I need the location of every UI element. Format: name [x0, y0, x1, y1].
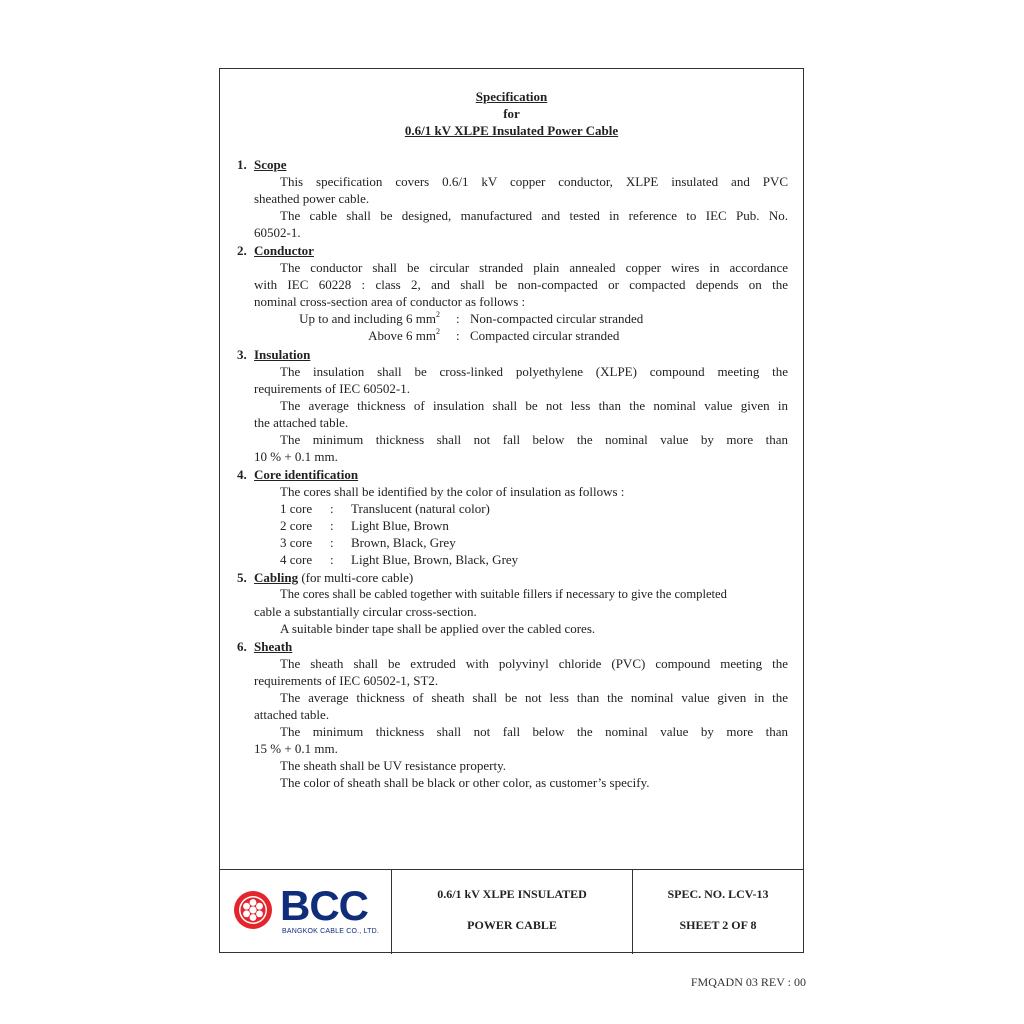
- core-row-3-colon: :: [330, 535, 334, 550]
- conductor-row-1-value: Non-compacted circular stranded: [470, 311, 644, 326]
- section-1-line-2: sheathed power cable.: [254, 191, 370, 206]
- section-6-number: 6.: [237, 639, 247, 654]
- product-name-line-1: 0.6/1 kV XLPE INSULATED: [437, 887, 587, 901]
- section-6-line-5: The minimum thickness shall not fall below the nominal value by more than: [280, 724, 788, 739]
- conductor-row-1-label: Up to and including 6 $mm^2$: [299, 310, 440, 326]
- section-5-heading-line: [254, 569, 413, 586]
- document-body: [220, 69, 803, 869]
- core-row-1-value: Translucent (natural color): [351, 501, 490, 516]
- core-row-3-value: Brown, Black, Grey: [351, 535, 456, 550]
- section-3-line-6: 10 % + 0.1 mm.: [254, 449, 338, 464]
- core-row-1-label: 1 core: [280, 501, 313, 516]
- section-5-heading: Cabling: [254, 570, 299, 585]
- title-line-2: for: [503, 106, 520, 121]
- spec-cell: [633, 870, 803, 954]
- section-6-heading: Sheath: [254, 639, 293, 654]
- section-6-line-4: attached table.: [254, 707, 330, 722]
- section-2-number: 2.: [237, 243, 247, 258]
- conductor-row-2-label: Above 6 $mm^2$: [368, 327, 440, 343]
- section-4-heading: Core identification: [254, 467, 359, 482]
- section-1-line-4: 60502-1.: [254, 225, 301, 240]
- core-row-2-colon: :: [330, 518, 334, 533]
- section-1-heading: Scope: [254, 157, 287, 172]
- product-name-line-2: POWER CABLE: [467, 918, 557, 932]
- core-row-1-colon: :: [330, 501, 334, 516]
- section-6-line-1: The sheath shall be extruded with polyvinyl chloride (PVC) compound meeting the: [280, 656, 788, 671]
- section-3-line-1: The insulation shall be cross-linked polyethylene (XLPE) compound meeting the: [280, 364, 788, 379]
- conductor-row-2-value: Compacted circular stranded: [470, 328, 620, 343]
- core-row-4-colon: :: [330, 552, 334, 567]
- section-4-number: 4.: [237, 467, 247, 482]
- section-2-line-2: with IEC 60228 : class 2, and shall be non-compacted or compacted depends on the: [254, 277, 788, 292]
- section-1-line-1: This specification covers 0.6/1 kV copper conductor, XLPE insulated and PVC: [280, 174, 788, 189]
- document-frame: [219, 68, 804, 953]
- section-3-line-4: the attached table.: [254, 415, 349, 430]
- company-logo-cell: [220, 870, 392, 954]
- section-3-heading: Insulation: [254, 347, 311, 362]
- section-1-number: 1.: [237, 157, 247, 172]
- conductor-row-1-colon: :: [456, 311, 460, 326]
- core-row-3-label: 3 core: [280, 535, 313, 550]
- section-3-line-2: requirements of IEC 60502-1.: [254, 381, 410, 396]
- company-name: BANGKOK CABLE CO., LTD.: [282, 928, 380, 935]
- bcc-logo-mark-icon: [232, 889, 274, 931]
- company-logo-text: BCC: [280, 882, 368, 929]
- core-row-4-value: Light Blue, Brown, Black, Grey: [351, 552, 519, 567]
- section-6-line-6: 15 % + 0.1 mm.: [254, 741, 338, 756]
- title-block-footer: [220, 869, 803, 954]
- core-row-2-value: Light Blue, Brown: [351, 518, 449, 533]
- sheet-number: SHEET 2 OF 8: [679, 918, 757, 932]
- section-5-line-2: cable a substantially circular cross-section.: [254, 604, 477, 619]
- section-1-line-3: The cable shall be designed, manufactured and tested in reference to IEC Pub. No.: [280, 208, 788, 223]
- core-row-2-label: 2 core: [280, 518, 313, 533]
- document-title: [220, 88, 803, 139]
- form-code: FMQADN 03 REV : 00: [690, 975, 806, 989]
- section-5-number: 5.: [237, 570, 247, 585]
- section-2-heading: Conductor: [254, 243, 314, 258]
- section-5-line-3: A suitable binder tape shall be applied over the cabled cores.: [280, 621, 596, 636]
- core-row-4-label: 4 core: [280, 552, 313, 567]
- section-6-line-3: The average thickness of sheath shall be not less than the nominal value given in the: [280, 690, 788, 705]
- section-6-line-8: The color of sheath shall be black or other color, as customer’s specify.: [280, 775, 650, 790]
- section-2-line-3: nominal cross-section area of conductor as follows :: [254, 294, 526, 309]
- section-3-line-5: The minimum thickness shall not fall below the nominal value by more than: [280, 432, 788, 447]
- spec-number: SPEC. NO. LCV-13: [667, 887, 769, 901]
- section-5-line-1: The cores shall be cabled together with suitable fillers if necessary to give the completed: [280, 587, 727, 601]
- title-line-3: 0.6/1 kV XLPE Insulated Power Cable: [404, 123, 619, 138]
- section-2-line-1: The conductor shall be circular stranded plain annealed copper wires in accordance: [280, 260, 788, 275]
- section-5-heading-note: (for multi-core cable): [298, 570, 414, 585]
- title-line-1: Specification: [475, 89, 548, 104]
- section-6-line-7: The sheath shall be UV resistance property.: [280, 758, 506, 773]
- conductor-row-2-colon: :: [456, 328, 460, 343]
- section-4-line-1: The cores shall be identified by the color of insulation as follows :: [280, 484, 625, 499]
- section-3-number: 3.: [237, 347, 247, 362]
- section-6-line-2: requirements of IEC 60502-1, ST2.: [254, 673, 439, 688]
- section-3-line-3: The average thickness of insulation shall be not less than the nominal value given in: [280, 398, 788, 413]
- product-cell: [392, 870, 633, 954]
